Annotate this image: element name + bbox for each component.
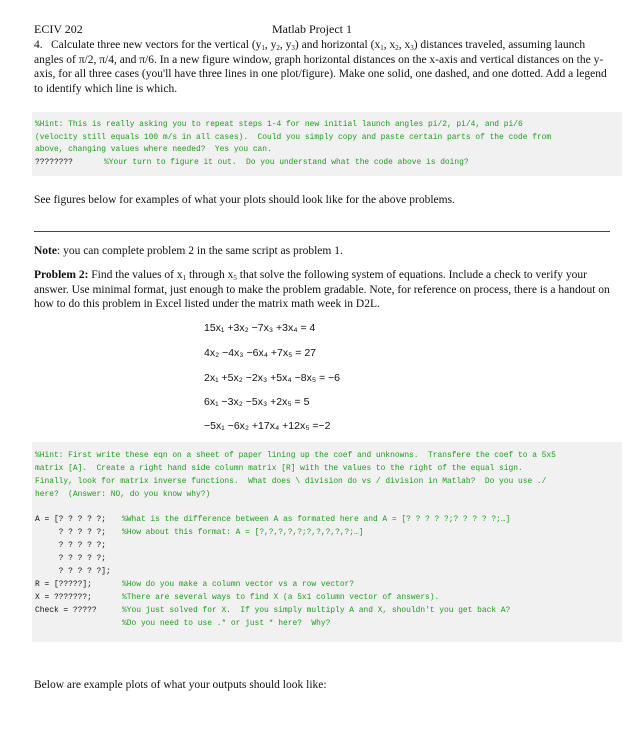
hint2-line2: matrix [A]. Create a right hand side column matrix [R] with the values to the right of the equal sign.: [35, 464, 523, 473]
comment-r: %How do you make a column vector vs a row vector?: [122, 580, 355, 589]
hint2-line1: %Hint: First write these eqn on a sheet of paper lining up the coef and unknowns. Transfere the coef to a 5x5: [35, 451, 556, 460]
equation-3: 2x₁ +5x₂ −2x₃ +5x₄ −8x₅ = −6: [204, 372, 340, 384]
code-matrix-a-row3: ? ? ? ? ?;: [35, 541, 107, 550]
course-code: ECIV 202: [34, 22, 83, 36]
hint2-line3: Finally, look for matrix inverse functions. What does \ division do vs / division in Matlab? Do you use ./: [35, 477, 547, 486]
hint1-line4: %Your turn to figure it out. Do you understand what the code above is doing?: [104, 158, 469, 167]
hint1-line2: (velocity still equals 100 m/s in all cases). Could you simply copy and paste certain parts of the code from: [35, 133, 552, 142]
comment-a-format: %What is the difference between A as formated here and A = [? ? ? ? ?;? ? ? ? ?;…]: [122, 515, 511, 524]
code-check: Check = ?????: [35, 606, 97, 615]
divider: [34, 231, 610, 232]
code-matrix-a-row4: ? ? ? ? ?;: [35, 554, 107, 563]
problem-4-number: 4.: [34, 39, 43, 51]
code-matrix-a-row1: A = [? ? ? ? ?;: [35, 515, 107, 524]
note: Note: you can complete problem 2 in the same script as problem 1.: [34, 245, 343, 257]
hint1-code: ????????: [35, 158, 73, 167]
comment-x: %There are several ways to find X (a 5x1 column vector of answers).: [122, 593, 440, 602]
code-matrix-a-row2: ? ? ? ? ?;: [35, 528, 107, 537]
problem-4: 4. Calculate three new vectors for the vertical ($y_1$, $y_2$, $y_3$) and horizontal ($x_1$, $x_2$, $x_3$) distances traveled, assuming launch angles of π/2, π/4, and π/6. In a new figure window, graph horizontal distances on the x-axis and vertical distances on the y-axis, for all three cases (you'll have three lines in one plot/figure). Make one solid, one dashed, and one dotted. Add a legend to identify which line is which.: [34, 39, 607, 95]
comment-check1: %You just solved for X. If you simply multiply A and X, shouldn't you get back A?: [122, 606, 511, 615]
project-title: Matlab Project 1: [272, 22, 352, 36]
equation-1: 15x₁ +3x₂ −7x₃ +3x₄ = 4: [204, 322, 316, 334]
hint-box-1: [32, 112, 622, 176]
comment-check2: %Do you need to use .* or just * here? Why?: [122, 619, 331, 628]
problem-2: Problem 2: Find the values of $x_1$ through $x_5$ that solve the following system of equations. Include a check to verify your answer. Use minimal format, just enough to make the problem gradable. Note, for reference on process, there is a handout on how to do this problem in Excel listed under the matrix math week in D2L.: [34, 269, 610, 310]
hint1-line1: %Hint: This is really asking you to repeat steps 1-4 for new initial launch angles pi/2, pi/4, and pi/6: [35, 120, 523, 129]
hint1-line3: above, changing values where needed? Yes you can.: [35, 145, 272, 154]
hint-box-2: [32, 442, 622, 642]
comment-a-format2: %How about this format: A = [?,?,?,?,?;?,?,?,?,?;…]: [122, 528, 364, 537]
hint2-line4: here? (Answer: NO, do you know why?): [35, 490, 211, 499]
equation-2: 4x₂ −4x₃ −6x₄ +7x₅ = 27: [204, 347, 317, 359]
code-r: R = [?????];: [35, 580, 92, 589]
equation-4: 6x₁ −3x₂ −5x₃ +2x₅ = 5: [204, 396, 310, 408]
equation-5: −5x₁ −6x₂ +17x₄ +12x₅ =−2: [204, 420, 331, 432]
below-plots-text: Below are example plots of what your outputs should look like:: [34, 679, 327, 691]
code-matrix-a-row5: ? ? ? ? ?];: [35, 567, 111, 576]
code-x: X = ???????;: [35, 593, 92, 602]
see-figures-text: See figures below for examples of what your plots should look like for the above problems.: [34, 194, 455, 206]
